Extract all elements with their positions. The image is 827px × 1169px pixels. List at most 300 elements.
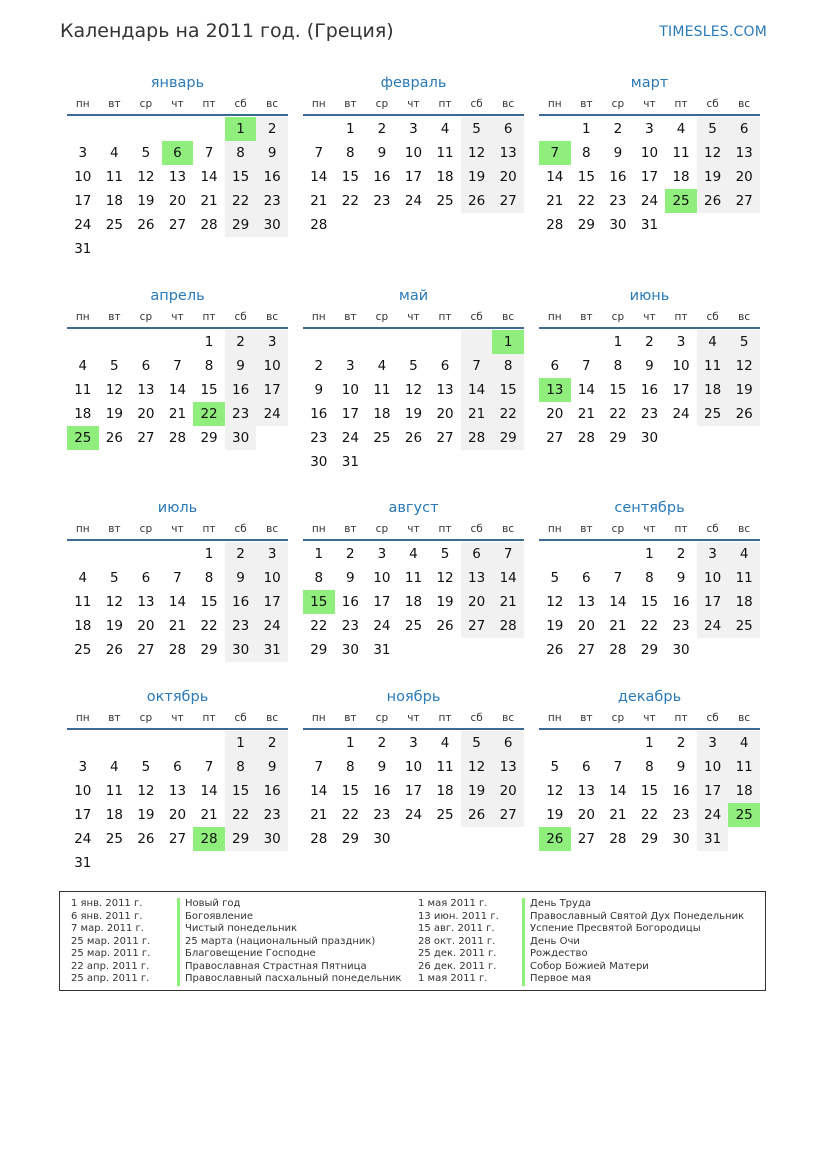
day-cell: 6 <box>492 117 524 141</box>
day-cell: 16 <box>373 783 391 799</box>
day-cell: 28 <box>200 217 218 233</box>
legend-holiday-name: Новый год <box>177 898 401 911</box>
weekday-label: пт <box>674 311 688 323</box>
day-cell: 26 <box>461 803 493 827</box>
day-cell: 20 <box>728 165 760 189</box>
day-cell: 29 <box>341 831 359 847</box>
day-cell: 12 <box>728 354 760 378</box>
empty-day-cell <box>303 117 335 141</box>
day-cell: 18 <box>105 193 123 209</box>
day-cell: 9 <box>377 145 387 161</box>
day-cell: 10 <box>256 354 288 378</box>
month-name: апрель <box>150 288 205 304</box>
weekday-label: пт <box>438 311 452 323</box>
day-cell: 26 <box>137 217 155 233</box>
day-cell: 4 <box>78 358 88 374</box>
day-cell: 12 <box>546 783 564 799</box>
month-block <box>67 497 288 662</box>
day-cell: 27 <box>461 614 493 638</box>
holiday-day-cell: 7 <box>539 141 571 165</box>
weekday-header <box>67 708 288 730</box>
weekday-label: чт <box>643 311 656 323</box>
day-cell: 2 <box>377 121 387 137</box>
day-cell: 2 <box>225 330 257 354</box>
day-cell: 15 <box>609 382 627 398</box>
weekday-label: чт <box>407 523 420 535</box>
day-cell: 2 <box>377 735 387 751</box>
day-cell: 27 <box>168 217 187 233</box>
weekday-label: ср <box>139 98 153 110</box>
weekday-header <box>303 708 524 730</box>
empty-day-cell <box>461 213 493 237</box>
days-grid <box>539 542 760 662</box>
day-cell: 7 <box>461 354 493 378</box>
weekday-label: вт <box>580 311 593 323</box>
day-cell: 3 <box>697 731 729 755</box>
day-cell: 14 <box>200 169 218 185</box>
day-cell: 24 <box>697 614 729 638</box>
day-cell: 27 <box>728 189 760 213</box>
day-cell: 22 <box>225 189 257 213</box>
day-cell: 30 <box>373 831 391 847</box>
day-cell: 13 <box>137 594 155 610</box>
day-cell: 25 <box>74 642 92 658</box>
weekday-label: чт <box>171 98 184 110</box>
day-cell: 8 <box>204 358 214 374</box>
day-cell: 23 <box>256 803 288 827</box>
empty-day-cell <box>697 426 729 450</box>
days-grid <box>67 117 288 261</box>
day-cell: 19 <box>461 165 493 189</box>
empty-day-cell <box>162 117 194 141</box>
day-cell: 10 <box>697 755 729 779</box>
empty-day-cell <box>602 542 634 566</box>
day-cell: 26 <box>546 642 564 658</box>
day-cell: 23 <box>672 618 690 634</box>
month-block <box>67 285 288 450</box>
empty-day-cell <box>492 450 524 474</box>
day-cell: 13 <box>168 169 187 185</box>
days-grid <box>539 330 760 450</box>
day-cell: 3 <box>78 759 88 775</box>
day-cell: 19 <box>105 618 123 634</box>
empty-day-cell <box>99 117 131 141</box>
days-grid <box>303 330 524 474</box>
legend-names-right <box>522 898 744 986</box>
day-cell: 13 <box>168 783 187 799</box>
day-cell: 23 <box>373 807 391 823</box>
weekday-label: пт <box>674 523 688 535</box>
day-cell: 6 <box>550 358 560 374</box>
day-cell: 17 <box>373 594 391 610</box>
day-cell: 2 <box>256 117 288 141</box>
day-cell: 28 <box>492 614 524 638</box>
weekday-label: вт <box>108 98 121 110</box>
weekday-label: вт <box>344 523 357 535</box>
day-cell: 16 <box>310 406 328 422</box>
day-cell: 7 <box>204 759 214 775</box>
day-cell: 1 <box>314 546 324 562</box>
day-cell: 30 <box>256 213 288 237</box>
empty-day-cell <box>366 450 398 474</box>
weekday-label: пн <box>75 311 90 323</box>
weekday-label: вт <box>344 98 357 110</box>
empty-day-cell <box>130 330 162 354</box>
weekday-label: пн <box>311 712 326 724</box>
day-cell: 22 <box>609 406 627 422</box>
days-grid <box>539 117 760 237</box>
day-cell: 26 <box>461 189 493 213</box>
day-cell: 10 <box>373 570 391 586</box>
day-cell: 15 <box>200 382 218 398</box>
weekday-label: пн <box>547 98 562 110</box>
day-cell: 26 <box>436 618 454 634</box>
empty-day-cell <box>697 213 729 237</box>
day-cell: 11 <box>436 145 454 161</box>
empty-day-cell <box>162 731 194 755</box>
day-cell: 20 <box>436 406 454 422</box>
month-name: июнь <box>629 288 670 304</box>
day-cell: 27 <box>546 430 564 446</box>
day-cell: 24 <box>74 831 92 847</box>
day-cell: 6 <box>141 358 151 374</box>
day-cell: 18 <box>404 594 423 610</box>
day-cell: 23 <box>373 193 391 209</box>
weekday-label: пт <box>674 98 688 110</box>
month-block <box>539 72 760 237</box>
day-cell: 11 <box>373 382 391 398</box>
day-cell: 20 <box>577 618 595 634</box>
weekday-label: чт <box>643 98 656 110</box>
legend-holiday-name: Собор Божией Матери <box>522 961 744 974</box>
day-cell: 14 <box>200 783 218 799</box>
empty-day-cell <box>335 213 367 237</box>
legend-date: 25 мар. 2011 г. <box>71 935 151 947</box>
day-cell: 26 <box>697 189 729 213</box>
weekday-label: пн <box>311 523 326 535</box>
day-cell: 15 <box>225 165 257 189</box>
legend-holiday-name: Успение Пресвятой Богородицы <box>522 923 744 936</box>
day-cell: 16 <box>225 378 257 402</box>
empty-day-cell <box>539 731 571 755</box>
legend-date: 25 мар. 2011 г. <box>71 948 151 959</box>
weekday-label: пт <box>202 712 216 724</box>
legend-holiday-name: Православный пасхальный понедельник <box>177 973 401 986</box>
holiday-day-cell: 1 <box>492 330 524 354</box>
day-cell: 8 <box>645 759 654 775</box>
day-cell: 1 <box>346 121 355 137</box>
weekday-label: вс <box>502 523 515 535</box>
day-cell: 18 <box>105 807 123 823</box>
day-cell: 9 <box>346 570 355 586</box>
day-cell: 19 <box>436 594 454 610</box>
day-cell: 4 <box>440 735 450 751</box>
day-cell: 30 <box>256 827 288 851</box>
day-cell: 3 <box>697 542 729 566</box>
day-cell: 27 <box>577 642 595 658</box>
empty-day-cell <box>130 542 162 566</box>
day-cell: 28 <box>577 430 595 446</box>
day-cell: 12 <box>137 169 155 185</box>
weekday-label: сб <box>470 712 483 724</box>
day-cell: 15 <box>640 783 659 799</box>
legend-date: 7 мар. 2011 г. <box>71 923 144 934</box>
empty-day-cell <box>130 851 162 875</box>
day-cell: 25 <box>404 618 423 634</box>
day-cell: 31 <box>341 454 359 470</box>
day-cell: 30 <box>225 426 257 450</box>
day-cell: 2 <box>256 731 288 755</box>
empty-day-cell <box>571 330 603 354</box>
weekday-label: чт <box>171 712 184 724</box>
day-cell: 29 <box>640 642 659 658</box>
day-cell: 9 <box>676 570 686 586</box>
empty-day-cell <box>366 213 398 237</box>
day-cell: 26 <box>137 831 155 847</box>
day-cell: 10 <box>640 145 659 161</box>
day-cell: 1 <box>645 735 654 751</box>
day-cell: 1 <box>582 121 591 137</box>
weekday-header <box>67 307 288 329</box>
weekday-label: сб <box>234 523 247 535</box>
day-cell: 8 <box>225 755 257 779</box>
day-cell: 12 <box>137 783 155 799</box>
day-cell: 18 <box>436 169 454 185</box>
day-cell: 11 <box>74 594 92 610</box>
weekday-label: пт <box>438 523 452 535</box>
weekday-label: ср <box>611 523 625 535</box>
day-cell: 13 <box>728 141 760 165</box>
day-cell: 17 <box>256 378 288 402</box>
day-cell: 24 <box>74 217 92 233</box>
weekday-label: чт <box>407 311 420 323</box>
empty-day-cell <box>429 330 461 354</box>
day-cell: 4 <box>728 731 760 755</box>
empty-day-cell <box>728 827 760 851</box>
day-cell: 2 <box>225 542 257 566</box>
day-cell: 4 <box>728 542 760 566</box>
day-cell: 29 <box>609 430 627 446</box>
day-cell: 7 <box>492 542 524 566</box>
legend-date: 1 мая 2011 г. <box>418 898 488 909</box>
day-cell: 30 <box>310 454 328 470</box>
weekday-header <box>539 708 760 730</box>
day-cell: 29 <box>492 426 524 450</box>
day-cell: 6 <box>173 759 182 775</box>
empty-day-cell <box>67 542 99 566</box>
day-cell: 19 <box>697 165 729 189</box>
legend-date: 6 янв. 2011 г. <box>71 910 143 922</box>
day-cell: 3 <box>256 542 288 566</box>
day-cell: 1 <box>204 546 214 562</box>
day-cell: 8 <box>346 145 355 161</box>
day-cell: 14 <box>168 382 187 398</box>
day-cell: 10 <box>672 358 690 374</box>
legend-holiday-name: Православная Страстная Пятница <box>177 961 401 974</box>
day-cell: 11 <box>697 354 729 378</box>
weekday-label: пн <box>547 712 562 724</box>
day-cell: 19 <box>137 807 155 823</box>
day-cell: 6 <box>582 570 591 586</box>
day-cell: 13 <box>577 783 595 799</box>
empty-day-cell <box>398 638 430 662</box>
weekday-label: ср <box>611 712 625 724</box>
day-cell: 25 <box>697 402 729 426</box>
day-cell: 20 <box>168 807 187 823</box>
day-cell: 23 <box>341 618 359 634</box>
day-cell: 4 <box>78 570 88 586</box>
day-cell: 12 <box>546 594 564 610</box>
day-cell: 24 <box>697 803 729 827</box>
brand-logo[interactable]: TIMESLES.COM <box>659 24 767 40</box>
day-cell: 7 <box>613 759 623 775</box>
day-cell: 25 <box>436 807 454 823</box>
weekday-header <box>303 94 524 116</box>
day-cell: 18 <box>74 618 92 634</box>
empty-day-cell <box>571 731 603 755</box>
day-cell: 11 <box>105 783 123 799</box>
holiday-legend <box>59 891 766 991</box>
weekday-label: ср <box>139 311 153 323</box>
day-cell: 2 <box>676 546 686 562</box>
day-cell: 20 <box>168 193 187 209</box>
weekday-label: пт <box>202 98 216 110</box>
day-cell: 22 <box>341 193 359 209</box>
day-cell: 12 <box>105 594 123 610</box>
day-cell: 21 <box>168 406 187 422</box>
empty-day-cell <box>225 851 257 875</box>
empty-day-cell <box>162 851 194 875</box>
legend-names-left <box>177 898 401 986</box>
weekday-label: пн <box>311 98 326 110</box>
weekday-label: пт <box>202 523 216 535</box>
day-cell: 27 <box>137 430 155 446</box>
day-cell: 5 <box>141 759 151 775</box>
holiday-day-cell: 28 <box>193 827 225 851</box>
day-cell: 19 <box>105 406 123 422</box>
day-cell: 23 <box>672 807 690 823</box>
day-cell: 15 <box>225 779 257 803</box>
empty-day-cell <box>67 330 99 354</box>
day-cell: 17 <box>404 169 423 185</box>
day-cell: 15 <box>577 169 595 185</box>
day-cell: 21 <box>609 618 627 634</box>
day-cell: 16 <box>341 594 359 610</box>
weekday-label: вс <box>502 98 515 110</box>
weekday-label: пн <box>75 712 90 724</box>
day-cell: 5 <box>110 570 119 586</box>
empty-day-cell <box>256 851 288 875</box>
month-block <box>539 285 760 450</box>
day-cell: 16 <box>256 779 288 803</box>
day-cell: 26 <box>105 430 123 446</box>
day-cell: 16 <box>225 590 257 614</box>
day-cell: 16 <box>672 783 690 799</box>
day-cell: 30 <box>672 831 690 847</box>
day-cell: 13 <box>577 594 595 610</box>
day-cell: 19 <box>546 618 564 634</box>
day-cell: 2 <box>613 121 623 137</box>
day-cell: 2 <box>645 334 654 350</box>
day-cell: 10 <box>404 145 423 161</box>
weekday-label: вт <box>580 98 593 110</box>
weekday-label: ср <box>375 523 389 535</box>
day-cell: 12 <box>461 755 493 779</box>
day-cell: 3 <box>78 145 88 161</box>
day-cell: 13 <box>461 566 493 590</box>
day-cell: 3 <box>346 358 355 374</box>
days-grid <box>303 731 524 851</box>
day-cell: 18 <box>74 406 92 422</box>
weekday-label: вс <box>738 523 751 535</box>
day-cell: 17 <box>74 193 92 209</box>
day-cell: 20 <box>577 807 595 823</box>
empty-day-cell <box>99 330 131 354</box>
day-cell: 3 <box>409 121 418 137</box>
empty-day-cell <box>162 330 194 354</box>
day-cell: 1 <box>204 334 214 350</box>
month-name: декабрь <box>617 689 682 705</box>
weekday-label: вс <box>738 311 751 323</box>
empty-day-cell <box>398 330 430 354</box>
day-cell: 8 <box>314 570 324 586</box>
day-cell: 18 <box>436 783 454 799</box>
weekday-label: пн <box>547 311 562 323</box>
day-cell: 22 <box>577 193 595 209</box>
day-cell: 6 <box>440 358 450 374</box>
day-cell: 18 <box>672 169 690 185</box>
empty-day-cell <box>492 638 524 662</box>
day-cell: 21 <box>461 402 493 426</box>
day-cell: 29 <box>225 213 257 237</box>
day-cell: 27 <box>492 189 524 213</box>
day-cell: 21 <box>168 618 187 634</box>
day-cell: 21 <box>492 590 524 614</box>
day-cell: 21 <box>310 193 328 209</box>
day-cell: 25 <box>105 831 123 847</box>
day-cell: 24 <box>640 193 659 209</box>
day-cell: 8 <box>492 354 524 378</box>
day-cell: 24 <box>404 193 423 209</box>
day-cell: 13 <box>492 755 524 779</box>
day-cell: 21 <box>546 193 564 209</box>
weekday-label: пн <box>75 523 90 535</box>
empty-day-cell <box>461 330 493 354</box>
day-cell: 7 <box>173 570 182 586</box>
day-cell: 19 <box>461 779 493 803</box>
day-cell: 13 <box>492 141 524 165</box>
day-cell: 10 <box>697 566 729 590</box>
day-cell: 14 <box>461 378 493 402</box>
month-name: январь <box>150 75 205 91</box>
weekday-label: пт <box>438 98 452 110</box>
empty-day-cell <box>429 213 461 237</box>
day-cell: 25 <box>373 430 391 446</box>
day-cell: 12 <box>436 570 454 586</box>
weekday-label: вт <box>580 712 593 724</box>
page-title: Календарь на 2011 год. (Греция) <box>60 20 394 42</box>
month-name: июль <box>157 500 198 516</box>
days-grid <box>67 542 288 662</box>
day-cell: 14 <box>577 382 595 398</box>
weekday-label: сб <box>234 712 247 724</box>
day-cell: 9 <box>676 759 686 775</box>
weekday-label: чт <box>171 523 184 535</box>
day-cell: 6 <box>492 731 524 755</box>
day-cell: 7 <box>204 145 214 161</box>
day-cell: 8 <box>225 141 257 165</box>
empty-day-cell <box>429 638 461 662</box>
